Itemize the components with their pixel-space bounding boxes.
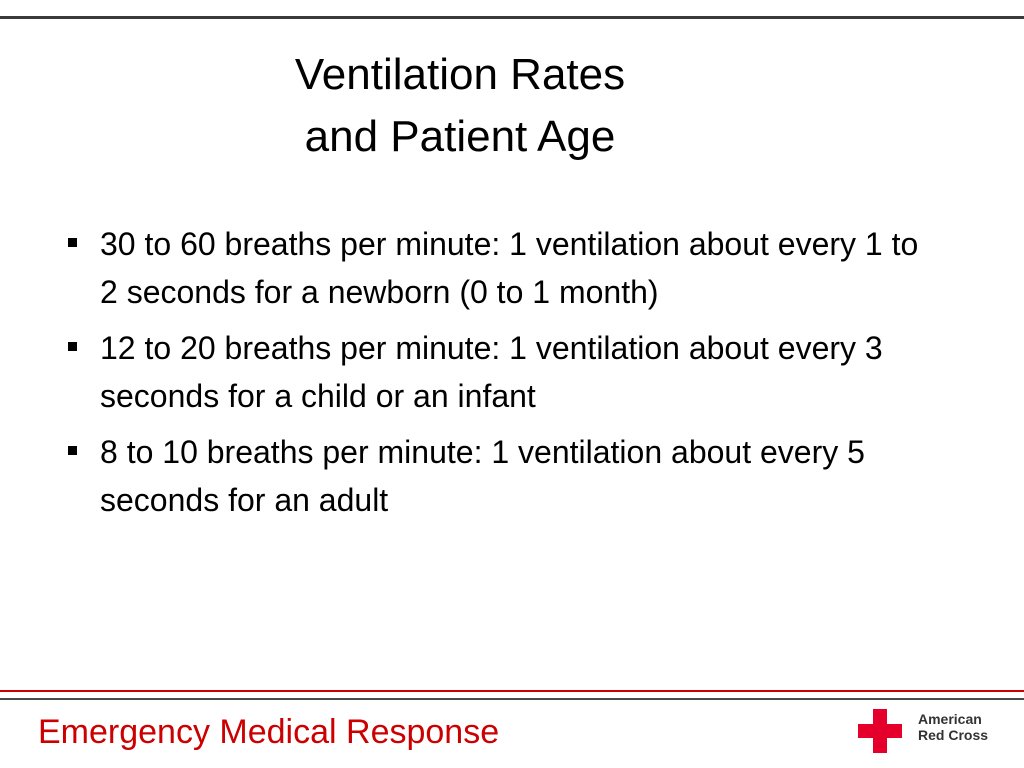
footer-divider-dark [0,698,1024,700]
red-cross-icon [858,709,902,753]
slide-title-line-2: and Patient Age [304,112,616,161]
footer-divider-red [0,690,1024,692]
square-bullet-icon [68,342,77,351]
bullet-item-child-infant [66,324,926,420]
logo-line-2: Red Cross [918,727,989,743]
square-bullet-icon [68,446,77,455]
logo-wordmark [918,711,988,743]
red-cross-logo [858,707,1008,755]
top-divider [0,16,1024,19]
slide-title-line-1: Ventilation Rates [294,50,626,99]
bullet-text: 12 to 20 breaths per minute: 1 ventilation about every 3 seconds for a child or an infant [100,330,883,414]
square-bullet-icon [68,238,77,247]
bullet-item-newborn [66,220,926,316]
bullet-list [66,220,926,532]
slide-title [0,44,920,168]
footer-course-title: Emergency Medical Response [38,713,500,751]
bullet-text: 8 to 10 breaths per minute: 1 ventilation about every 5 seconds for an adult [100,434,865,518]
bullet-text: 30 to 60 breaths per minute: 1 ventilation about every 1 to 2 seconds for a newborn (0 to 1 month) [100,226,919,310]
logo-line-1: American [918,711,982,727]
bullet-item-adult [66,428,926,524]
